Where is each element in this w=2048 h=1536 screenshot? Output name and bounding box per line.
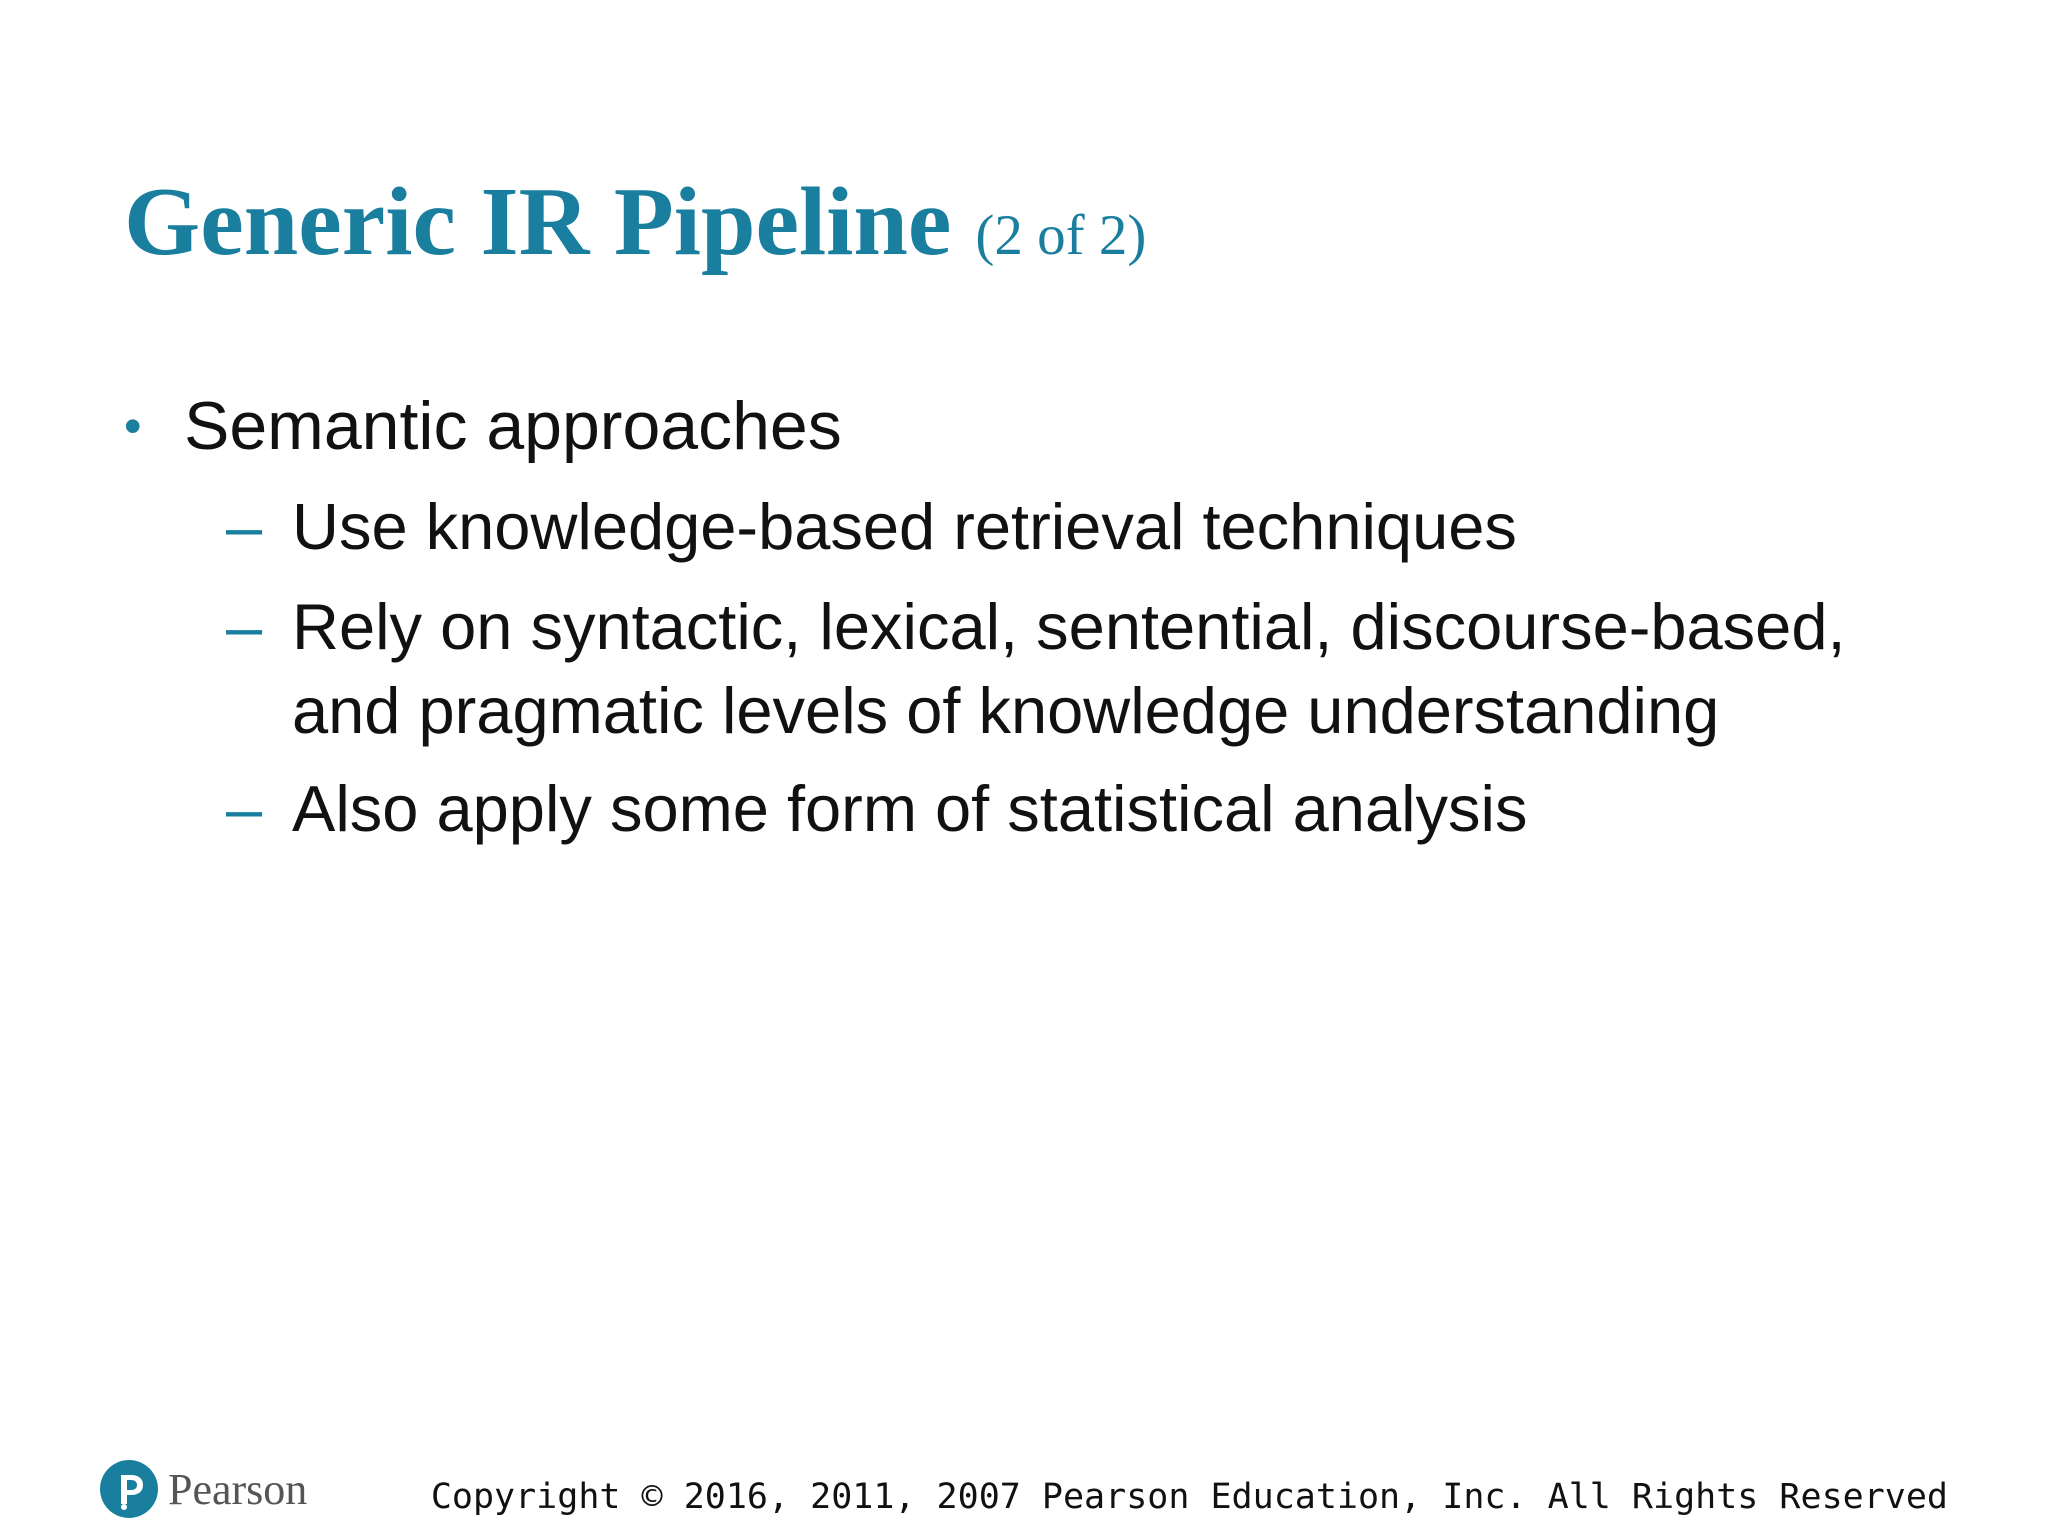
bullet-marker: • xyxy=(124,398,142,454)
dash-marker: – xyxy=(226,490,263,563)
dash-marker: – xyxy=(226,590,263,663)
slide-title-subtitle: (2 of 2) xyxy=(975,204,1147,267)
pearson-wordmark: Pearson xyxy=(168,1464,308,1514)
pearson-logo-icon xyxy=(100,1460,158,1518)
sub-bullet-text xyxy=(292,767,1527,851)
sub-bullet-line: and pragmatic levels of knowledge understanding xyxy=(292,674,1720,747)
sub-bullet-line: Use knowledge-based retrieval techniques xyxy=(292,490,1517,563)
sub-bullet-text xyxy=(292,485,1517,569)
dash-marker: – xyxy=(226,772,263,845)
sub-bullet-line: Rely on syntactic, lexical, sentential, discourse-based, xyxy=(292,590,1846,663)
sub-bullet-text xyxy=(292,585,1846,753)
sub-bullet-line: Also apply some form of statistical analysis xyxy=(292,772,1528,845)
slide-title-text: Generic IR Pipeline xyxy=(124,168,952,276)
pearson-logo xyxy=(100,1460,307,1518)
copyright-notice: Copyright © 2016, 2011, 2007 Pearson Education, Inc. All Rights Reserved xyxy=(430,1477,1948,1517)
bullet-text: Semantic approaches xyxy=(184,388,842,464)
